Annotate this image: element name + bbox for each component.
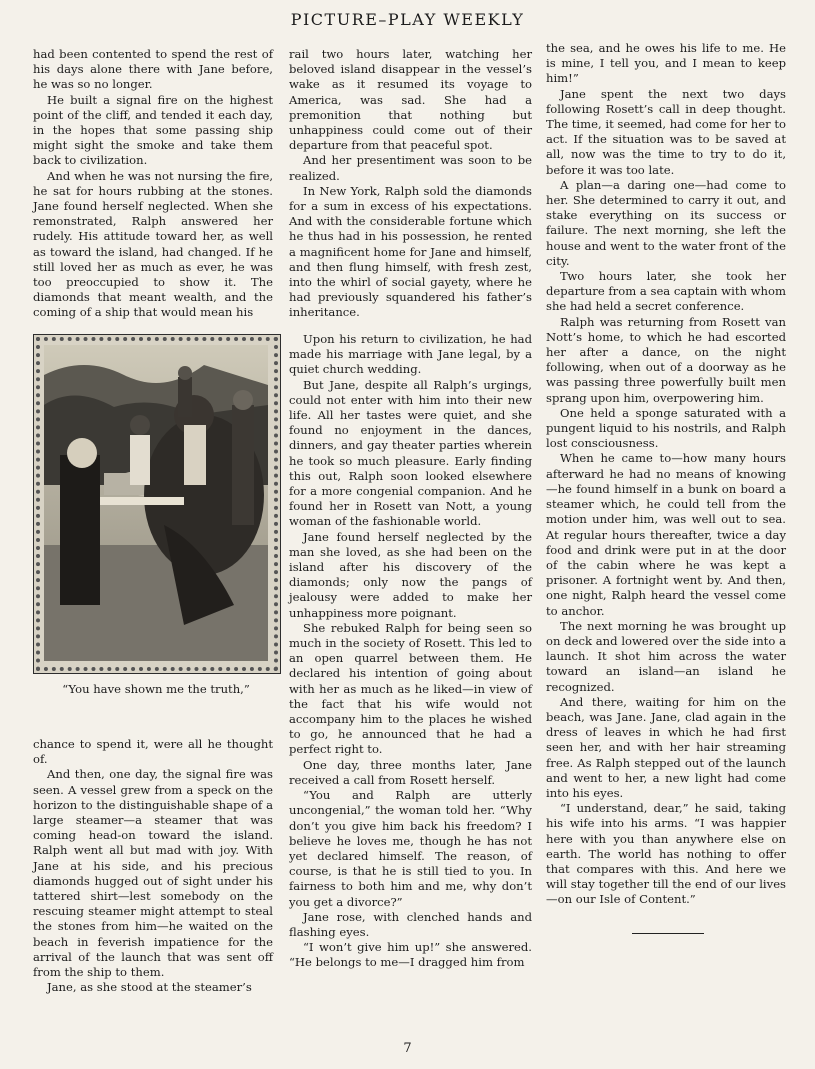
paragraph: Jane rose, with clenched hands and flashing eyes. [289,909,532,939]
paragraph: And there, waiting for him on the beach, was Jane. Jane, clad again in the dress of leaves in which he had first seen her, and with her hair streaming free. As Ralph stepped out of the launch and went to her, a new light had come into his eyes. [546,694,786,800]
paragraph: The next morning he was brought up on deck and lowered over the side into a launch. It shot him across the water toward an island—an island he recognized. [546,618,786,694]
photo-beach-scene [44,345,270,663]
page-number: 7 [403,1041,412,1056]
paragraph: And her presentiment was soon to be realized. [289,153,532,183]
paragraph: And when he was not nursing the fire, he sat for hours rubbing at the stones. Jane found herself neglected. When she remonstrated, Ralph answered her rudely. His attitude toward her, as well as toward the island, had changed. If he still loved her as much as ever, he was too preoccupied to show it. The diamonds that meant wealth, and the coming of a ship that would mean his [33,168,273,320]
column-2-bottom [289,332,532,971]
paragraph: In New York, Ralph sold the diamonds for a sum in excess of his expectations. And with the considerable fortune which he thus had in his possession, he rented a magnificent home for Jane and himself, and then flung himself, with fresh zest, into the whirl of social gayety, where he had previously squandered his father’s inheritance. [289,183,532,320]
paragraph: Upon his return to civilization, he had made his marriage with Jane legal, by a quiet church wedding. [289,332,532,377]
paragraph: He built a signal fire on the highest point of the cliff, and tended it each day, in the hopes that some passing ship might sight the smoke and take them back to civilization. [33,92,273,168]
paragraph: When he came to—how many hours afterward he had no means of knowing—he found himself in a bunk on board a steamer which, he could tell from the motion under him, was well out to sea. At regular hours thereafter, twice a day food and drink were put in at the door of the cabin where he was kept a prisoner. A fortnight went by. And then, one night, Ralph heard the vessel come to anchor. [546,451,786,618]
paragraph: One held a sponge saturated with a pungent liquid to his nostrils, and Ralph lost consciousness. [546,405,786,451]
paragraph: Jane found herself neglected by the man she loved, as she had been on the island after his discovery of the diamonds; only now the pangs of jealousy were added to make her unhappiness more poignant. [289,529,532,620]
paragraph: rail two hours later, watching her beloved island disappear in the vessel’s wake as it resumed its voyage to America, was sad. She had a premonition that nothing but unhappiness could come out of their departure from that peaceful spot. [289,47,532,153]
photo-frame [33,334,281,674]
column-2-top [289,47,532,321]
photo-caption: “You have shown me the truth,” [62,682,250,696]
paragraph: But Jane, despite all Ralph’s urgings, could not enter with him into their new life. All her tastes were quiet, and she found no enjoyment in the dances, dinners, and gay theater parties wherein he took so much pleasure. Early finding this out, Ralph soon looked elsewhere for a more congenial companion. And he found her in Rosett van Nott, a young woman of the fashionable world. [289,377,532,529]
paragraph: the sea, and he owes his life to me. He is mine, I tell you, and I mean to keep him!” [546,41,786,86]
paragraph: Jane, as she stood at the steamer’s [47,980,252,995]
paragraph: Jane spent the next two days following Rosett’s call in deep thought. The time, it seemed, had come for her to act. If the situation was to be saved at all, now was the time to try to do it, before it was too late. [546,86,786,177]
paragraph: “You and Ralph are utterly uncongenial,” the woman told her. “Why don’t you give him back his freedom? I believe he loves me, though he has not yet declared himself. The reason, of course, is that he is still tied to you. In fairness to both him and me, why don’t you get a divorce?” [289,788,532,909]
paragraph: chance to spend it, were all he thought of. [33,737,273,767]
paragraph: “I won’t give him up!” she answered. “He belongs to me—I dragged him from [289,940,532,970]
paragraph: “I understand, dear,” he said, taking his wife into his arms. “I was happier here with you than anywhere else on earth. The world has nothing to offer that compares with this. And here we will stay together till the end of our lives—on our Isle of Content.” [546,801,786,907]
paragraph: She rebuked Ralph for being seen so much in the society of Rosett. This led to an open quarrel between them. He declared his intention of going about with her as much as he liked—in view of the fact that his wife would not accompany him to the places he wished to go, he announced that he had a perfect right to. [289,620,532,757]
end-rule [632,933,704,934]
column-3 [546,41,786,908]
column-1-bottom [33,737,273,995]
paragraph: And then, one day, the signal fire was seen. A vessel grew from a speck on the horizon to the distinguishable shape of a large steamer—a steamer that was coming head-on toward the island. Ralph went all but mad with joy. With Jane at his side, and his precious diamonds hugged out of sight under his tattered shirt—lest somebody on the rescuing steamer might attempt to steal the stones from him—he waited on the beach in feverish impatience for the arrival of the launch that was sent off from the ship to them. [33,767,273,980]
paragraph: had been contented to spend the rest of his days alone there with Jane before, he was so no longer. [33,47,273,92]
column-1-top [33,47,273,321]
paragraph: Two hours later, she took her departure from a sea captain with whom she had held a secret conference. [546,269,786,314]
paragraph: One day, three months later, Jane received a call from Rosett herself. [289,757,532,787]
page-header: PICTURE–PLAY WEEKLY [290,10,525,29]
paragraph: A plan—a daring one—had come to her. She determined to carry it out, and stake everything on its success or failure. The next morning, she left the house and went to the water front of the city. [546,177,786,268]
paragraph: Ralph was returning from Rosett van Nott’s home, to which he had escorted her after a dance, on the night following, when out of a doorway as he was passing three powerfully built men sprang upon him, overpowering him. [546,314,786,405]
